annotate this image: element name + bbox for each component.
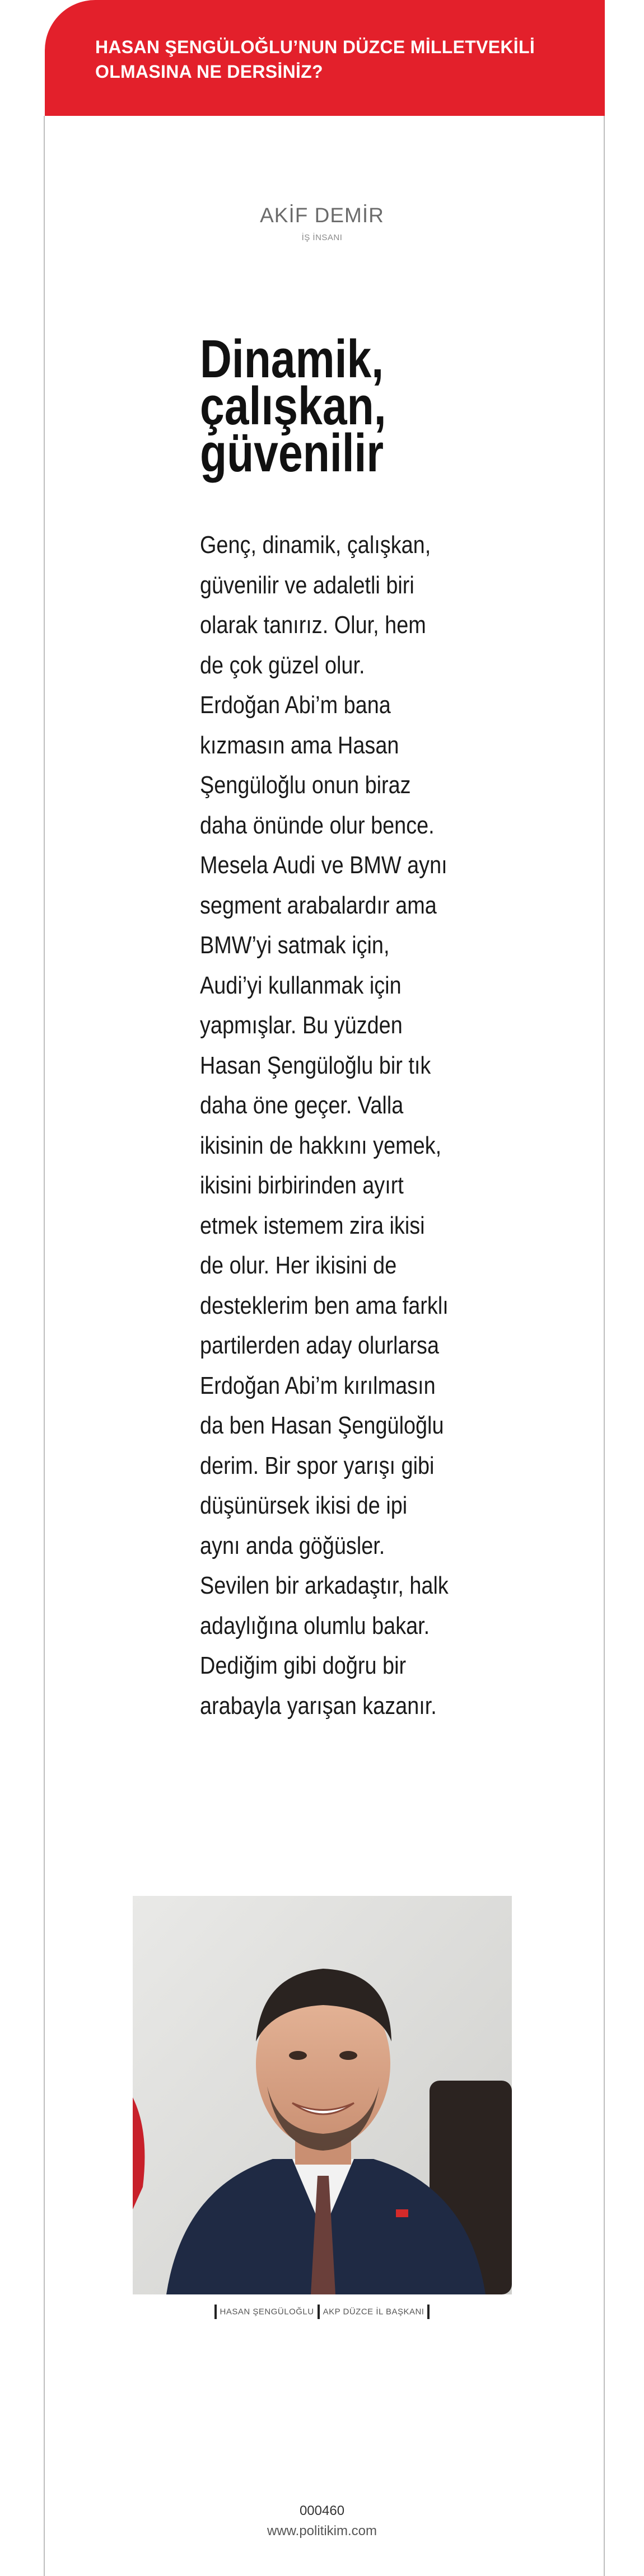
right-border-line (604, 116, 605, 2576)
page-number: 000460 (299, 2503, 345, 2518)
caption-divider (427, 2305, 430, 2319)
header-title: HASAN ŞENGÜLOĞLU’NUN DÜZCE MİLLETVEKİLİ OLMASINA NE DERSİNİZ? (95, 37, 535, 82)
article-headline: Dinamik, çalışkan, güvenilir (200, 329, 386, 483)
header-banner (45, 0, 605, 116)
author-name: AKİF DEMİR (260, 204, 384, 227)
caption-divider (318, 2305, 320, 2319)
caption-role: AKP DÜZCE İL BAŞKANI (323, 2307, 424, 2317)
left-border-line (44, 116, 45, 2576)
photo-caption (0, 2305, 644, 2319)
caption-divider (214, 2305, 217, 2319)
caption-name: HASAN ŞENGÜLOĞLU (220, 2307, 314, 2317)
footer-url[interactable]: www.politikim.com (267, 2523, 377, 2538)
portrait-photo (133, 1896, 512, 2294)
author-role: İŞ İNSANI (301, 233, 343, 242)
article-body: Genç, dinamik, çalışkan, güvenilir ve adaletli biri olarak tanırız. Olur, hem de çok güzel olur. Erdoğan Abi’m bana kızmasın ama Hasan Şengüloğlu onun biraz daha önünde olur bence. Mesela Audi ve BMW aynı segment arabalardır ama BMW’yi satmak için, Audi’yi kullanmak için yapmışlar. Bu yüzden Hasan Şengüloğlu bir tık daha öne geçer. Valla ikisinin de hakkını yemek, ikisini birbirinden ayırt etmek istemem zira ikisi de olur. Her ikisini de desteklerim ben ama farklı partilerden aday olurlarsa Erdoğan Abi’m kırılmasın da ben Hasan Şengüloğlu derim. Bir spor yarışı gibi düşünürsek ikisi de ipi aynı anda göğüsler. Sevilen bir arkadaştır, halk adaylığına olumlu bakar. Dediğim gibi doğru bir arabayla yarışan kazanır. (200, 531, 449, 1720)
